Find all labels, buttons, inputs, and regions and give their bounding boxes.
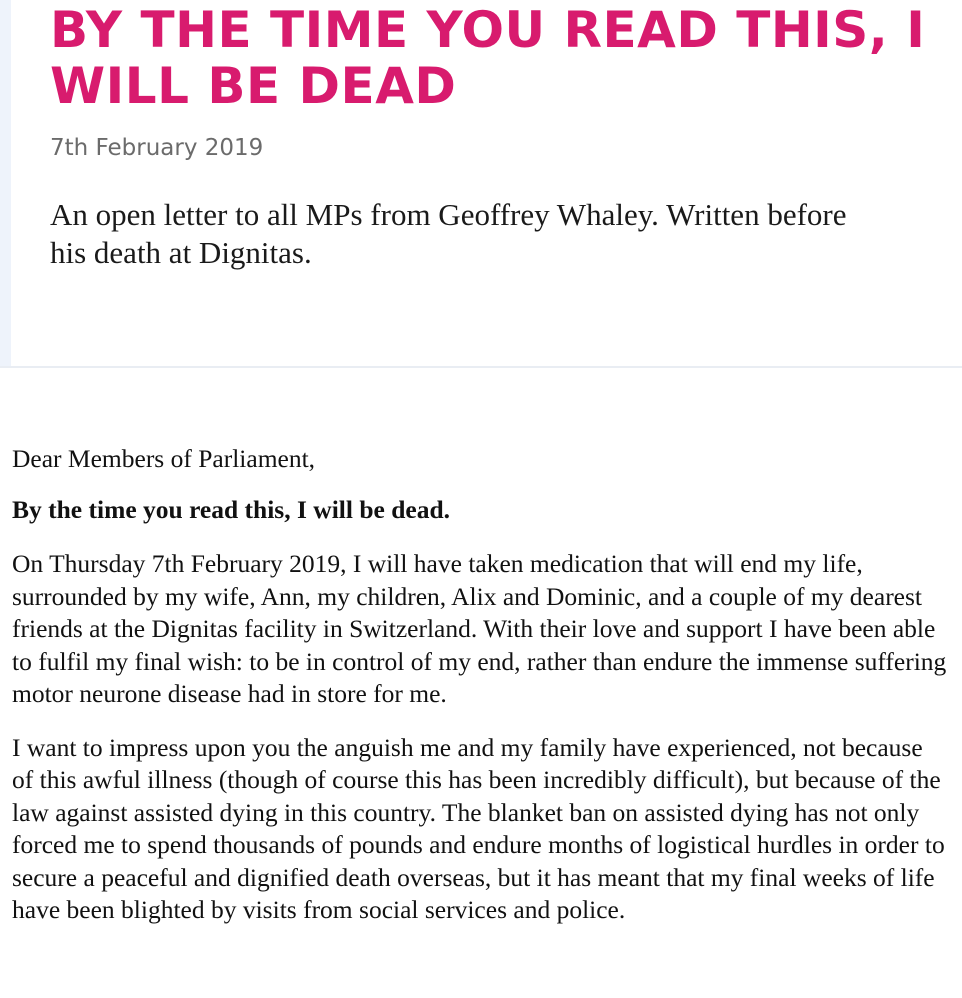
letter-lead: By the time you read this, I will be dead. bbox=[12, 494, 451, 524]
headline: BY THE TIME YOU READ THIS, I WILL BE DEAD bbox=[50, 1, 926, 115]
header-accent-bar bbox=[0, 0, 11, 366]
letter-paragraph: I want to impress upon you the anguish me and my family have experienced, not because of this awful illness (though of course this has been incredibly difficult), but because of the law against assisted dying in this country. The blanket ban on assisted dying has not only forced me to spend thousands of pounds and endure months of logistical hurdles in order to secure a peaceful and dignified death overseas, but it has meant that my final weeks of life have been blighted by visits from social services and police. bbox=[12, 732, 945, 924]
standfirst: An open letter to all MPs from Geoffrey Whaley. Written before his death at Dignitas. bbox=[50, 197, 847, 270]
letter-salutation: Dear Members of Parliament, bbox=[12, 444, 316, 473]
article-header bbox=[0, 0, 962, 368]
letter-paragraph: On Thursday 7th February 2019, I will have taken medication that will end my life, surrounded by my wife, Ann, my children, Alix and Dominic, and a couple of my dearest friends at the Dignitas facility in Switzerland. With their love and support I have been able to fulfil my final wish: to be in control of my end, rather than endure the immense suffering motor neurone disease had in store for me. bbox=[12, 549, 947, 708]
letter-body bbox=[12, 443, 948, 948]
publish-date: 7th February 2019 bbox=[50, 135, 264, 161]
